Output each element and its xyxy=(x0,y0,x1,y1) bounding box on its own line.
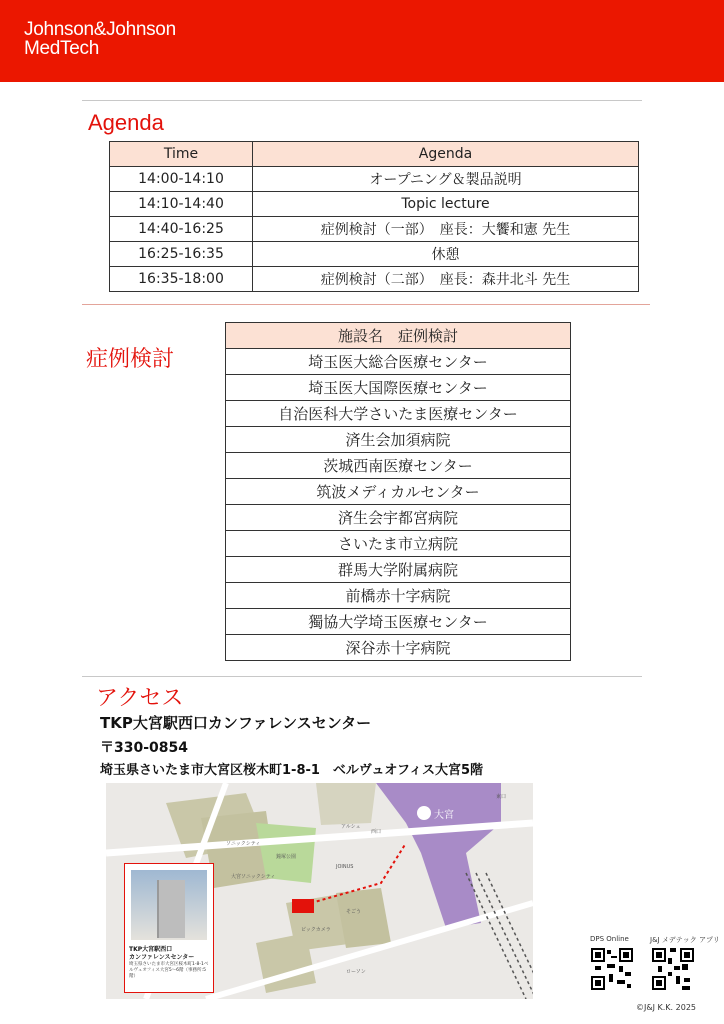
cases-header-row xyxy=(226,323,571,349)
hospital-name: さいたま市立病院 xyxy=(226,531,571,557)
qr-code-dps[interactable] xyxy=(591,948,633,990)
hospital-name: 済生会加須病院 xyxy=(226,427,571,453)
table-row xyxy=(226,609,571,635)
logo-line2: MedTech xyxy=(24,38,99,59)
table-row xyxy=(226,375,571,401)
station-icon xyxy=(417,806,431,820)
map-label: ローソン xyxy=(346,969,366,975)
brand-header xyxy=(0,0,724,82)
venue-address: 埼玉県さいたま市大宮区桜木町1-8-1 ベルヴュオフィス大宮5階 xyxy=(100,763,484,778)
inset-subtitle: カンファレンスセンター xyxy=(129,954,195,961)
venue-inset xyxy=(124,863,214,993)
agenda-table xyxy=(109,141,639,292)
postal-code: 〒330-0854 xyxy=(100,740,188,756)
table-row xyxy=(110,267,639,292)
qr-left-label: DPS Online xyxy=(590,935,629,943)
hospital-name: 埼玉医大国際医療センター xyxy=(226,375,571,401)
station-label: 大宮 xyxy=(434,810,454,821)
table-row xyxy=(226,349,571,375)
agenda-col-item: Agenda xyxy=(253,142,639,167)
table-row xyxy=(110,217,639,242)
hospital-name: 茨城西南医療センター xyxy=(226,453,571,479)
table-row xyxy=(226,479,571,505)
agenda-time: 14:40-16:25 xyxy=(110,217,253,242)
map-label: 東口 xyxy=(496,794,507,800)
hospital-name: 前橋赤十字病院 xyxy=(226,583,571,609)
agenda-header-row xyxy=(110,142,639,167)
hospital-name: 済生会宇都宮病院 xyxy=(226,505,571,531)
building-photo xyxy=(131,870,207,940)
table-row xyxy=(226,635,571,661)
agenda-item: 休憩 xyxy=(253,242,639,267)
divider-access xyxy=(82,676,642,677)
table-row xyxy=(226,505,571,531)
table-row xyxy=(226,583,571,609)
agenda-item: オープニング＆製品説明 xyxy=(253,167,639,192)
hospital-name: 筑波メディカルセンター xyxy=(226,479,571,505)
hospital-name: 埼玉医大総合医療センター xyxy=(226,349,571,375)
table-row xyxy=(110,167,639,192)
agenda-time: 14:00-14:10 xyxy=(110,167,253,192)
hospital-name: 群馬大学附属病院 xyxy=(226,557,571,583)
agenda-item: Topic lecture xyxy=(253,192,639,217)
map-block xyxy=(316,783,376,825)
table-row xyxy=(226,453,571,479)
agenda-title: Agenda xyxy=(88,110,164,135)
map-label: 鐘塚公園 xyxy=(276,854,297,860)
cases-table xyxy=(225,322,571,661)
qr-right-label: J&J メデテック アプリ xyxy=(650,936,720,944)
logo-line1: Johnson&Johnson xyxy=(24,19,176,40)
hospital-name: 深谷赤十字病院 xyxy=(226,635,571,661)
table-row xyxy=(110,242,639,267)
map-label: 西口 xyxy=(371,829,382,835)
map-label: ソニックシティ xyxy=(226,841,261,847)
cases-header: 施設名 症例検討 xyxy=(226,323,571,349)
venue-name: TKP大宮駅西口カンファレンスセンター xyxy=(100,714,372,732)
access-title: アクセス xyxy=(96,685,184,710)
hospital-name: 獨協大学埼玉医療センター xyxy=(226,609,571,635)
agenda-col-time: Time xyxy=(110,142,253,167)
table-row xyxy=(226,427,571,453)
access-map[interactable] xyxy=(106,783,533,999)
map-label: アルシェ xyxy=(341,824,361,830)
map-label: 大宮ソニックシティ xyxy=(231,874,276,880)
map-label: JOINUS xyxy=(336,864,354,870)
venue-marker xyxy=(292,899,314,913)
copyright: ©J&J K.K. 2025 xyxy=(636,1003,696,1012)
map-label: そごう xyxy=(346,909,362,915)
agenda-item: 症例検討（一部） 座長：大饗和憲 先生 xyxy=(253,217,639,242)
agenda-item: 症例検討（二部） 座長：森井北斗 先生 xyxy=(253,267,639,292)
table-row xyxy=(226,401,571,427)
table-row xyxy=(110,192,639,217)
divider-top xyxy=(82,100,642,101)
cases-title: 症例検討 xyxy=(86,346,175,371)
map-label: ビックカメラ xyxy=(301,927,331,933)
agenda-time: 16:35-18:00 xyxy=(110,267,253,292)
agenda-time: 16:25-16:35 xyxy=(110,242,253,267)
qr-code-app[interactable] xyxy=(652,948,694,990)
hospital-name: 自治医科大学さいたま医療センター xyxy=(226,401,571,427)
agenda-time: 14:10-14:40 xyxy=(110,192,253,217)
divider-red xyxy=(82,304,650,305)
table-row xyxy=(226,557,571,583)
inset-title: TKP大宮駅西口 xyxy=(129,946,173,953)
table-row xyxy=(226,531,571,557)
inset-address: 埼玉県さいたま市大宮区桜木町1-8-1ベルヴュオフィス大宮5〜6階（事務所:5階） xyxy=(129,962,209,979)
company-logo xyxy=(24,20,176,58)
